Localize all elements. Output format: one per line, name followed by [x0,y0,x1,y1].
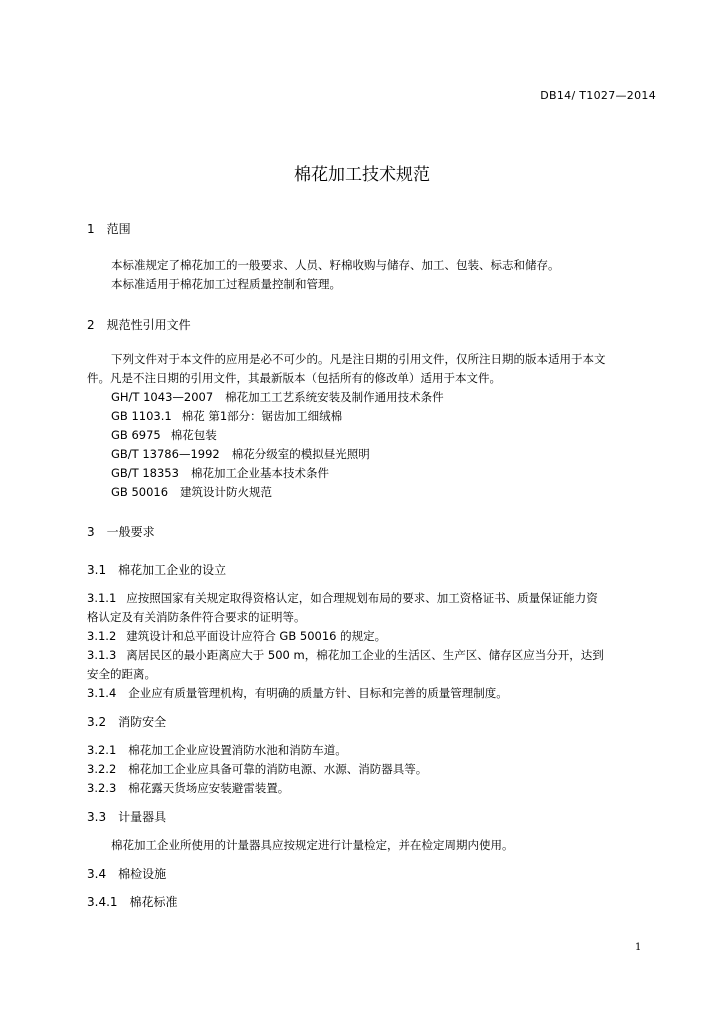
clause-number: 3.1.2 [87,629,117,643]
section-number: 1 [87,222,95,236]
reference-item [111,445,370,463]
reference-code: GB/T 13786—1992 [111,447,220,461]
subsection-3-2-heading [87,713,166,730]
section-3-heading [87,523,155,540]
clause-text: 离居民区的最小距离应大于 500 m，棉花加工企业的生活区、生产区、储存区应当分开，达到 [126,648,604,662]
reference-code: GB 1103.1 [111,409,172,423]
subsection-title: 计量器具 [118,810,167,824]
clause-number: 3.1.3 [87,648,117,662]
paragraph: 本标准规定了棉花加工的一般要求、人员、籽棉收购与储存、加工、包装、标志和储存。 [111,258,560,272]
clause-continuation: 格认定及有关消防条件符合要求的证明等。 [87,610,306,624]
paragraph: 棉花加工企业所使用的计量器具应按规定进行计量检定，并在检定周期内使用。 [111,838,514,852]
clause-3-1-2 [87,627,386,645]
reference-title: 棉花加工工艺系统安装及制作通用技术条件 [225,390,444,404]
clause-3-2-1 [87,741,347,759]
document-title: 棉花加工技术规范 [294,165,430,185]
section-title: 范围 [106,222,131,236]
clause-3-2-2 [87,760,427,778]
clause-3-1-3 [87,646,604,664]
clause-continuation: 安全的距离。 [87,667,156,681]
clause-text: 应按照国家有关规定取得资格认定，如合理规划布局的要求、加工资格证书、质量保证能力资 [126,591,598,605]
reference-title: 棉花包装 [170,428,217,442]
clause-number: 3.2.2 [87,762,117,776]
reference-item [111,464,329,482]
section-title: 一般要求 [106,525,155,539]
clause-text: 企业应有质量管理机构，有明确的质量方针、目标和完善的质量管理制度。 [128,686,508,700]
section-title: 规范性引用文件 [106,318,191,332]
reference-item [111,388,444,406]
reference-title: 棉花 第1部分：锯齿加工细绒棉 [181,409,343,423]
paragraph: 本标准适用于棉花加工过程质量控制和管理。 [111,277,341,291]
section-number: 2 [87,318,95,332]
reference-code: GH/T 1043—2007 [111,390,214,404]
page-number: 1 [635,942,642,953]
subsection-title: 消防安全 [118,715,167,729]
section-1-heading [87,220,131,237]
reference-title: 棉花加工企业基本技术条件 [190,466,329,480]
subsection-3-3-heading [87,808,166,825]
clause-3-1-4 [87,684,508,702]
clause-3-2-3 [87,779,289,797]
clause-text: 建筑设计和总平面设计应符合 GB 50016 的规定。 [126,629,387,643]
clause-3-1-1 [87,589,598,607]
subsection-title: 棉花加工企业的设立 [118,563,227,577]
subsection-3-1-heading [87,561,226,578]
clause-number: 3.2.3 [87,781,117,795]
subsection-title: 棉花标准 [129,895,178,909]
subsection-number: 3.1 [87,563,107,577]
reference-item [111,483,272,501]
reference-item [111,426,217,444]
subsection-3-4-heading [87,865,166,882]
subsection-3-4-1-heading [87,893,178,910]
reference-code: GB/T 18353 [111,466,179,480]
subsection-number: 3.2 [87,715,107,729]
subsection-number: 3.4.1 [87,895,118,909]
clause-number: 3.1.4 [87,686,117,700]
clause-text: 棉花露天货场应安装避雷装置。 [128,781,290,795]
reference-code: GB 6975 [111,428,161,442]
standard-code: DB14/ T1027—2014 [540,89,656,102]
section-number: 3 [87,525,95,539]
clause-text: 棉花加工企业应具备可靠的消防电源、水源、消防器具等。 [128,762,428,776]
reference-code: GB 50016 [111,485,169,499]
subsection-number: 3.3 [87,810,107,824]
reference-title: 棉花分级室的模拟昼光照明 [231,447,370,461]
subsection-title: 棉检设施 [118,867,167,881]
reference-item [111,407,342,425]
paragraph: 下列文件对于本文件的应用是必不可少的。凡是注日期的引用文件，仅所注日期的版本适用于本文 [111,352,606,366]
subsection-number: 3.4 [87,867,107,881]
clause-text: 棉花加工企业应设置消防水池和消防车道。 [128,743,347,757]
clause-number: 3.2.1 [87,743,117,757]
paragraph: 件。凡是不注日期的引用文件，其最新版本（包括所有的修改单）适用于本文件。 [87,371,501,385]
section-2-heading [87,316,191,333]
reference-title: 建筑设计防火规范 [180,485,273,499]
clause-number: 3.1.1 [87,591,117,605]
